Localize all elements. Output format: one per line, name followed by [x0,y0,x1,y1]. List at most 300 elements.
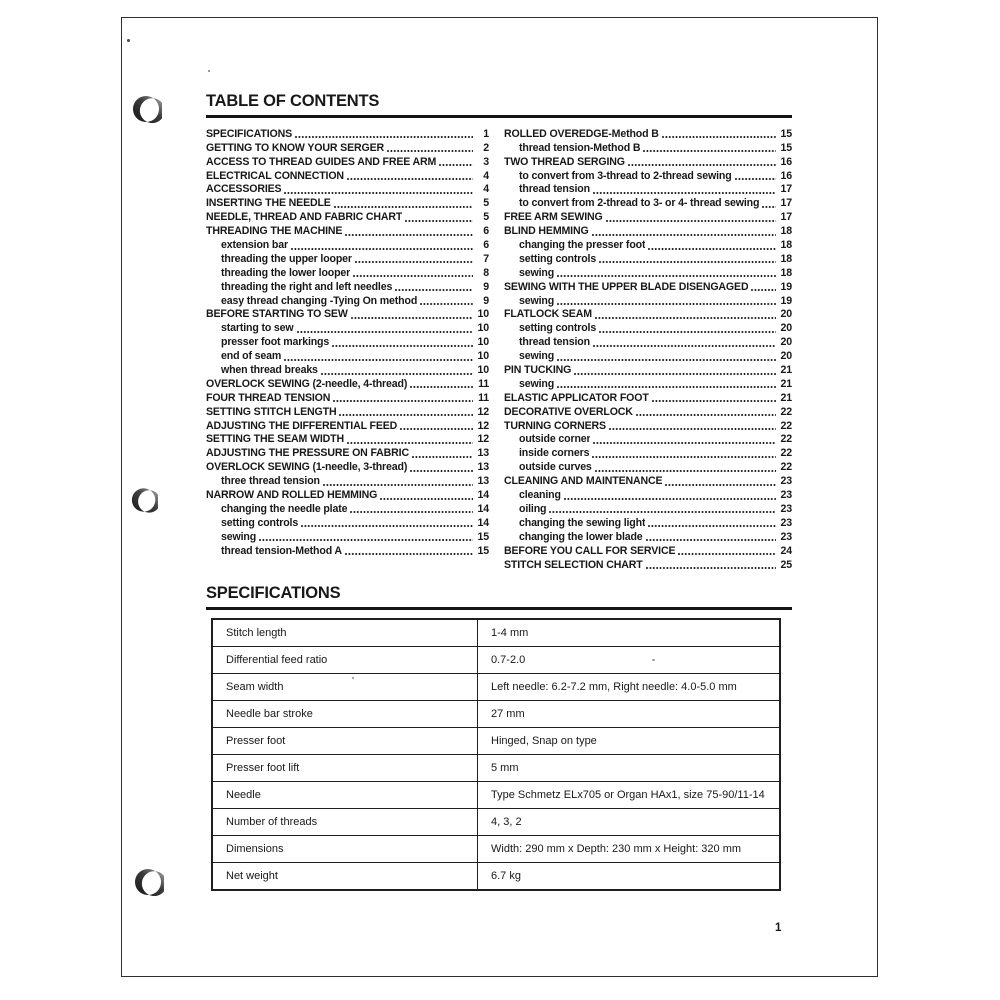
toc-entry-page: 13 [477,447,489,460]
toc-entry [206,252,489,266]
specifications-table [211,618,781,891]
spec-label: Presser foot lift [212,754,478,781]
dot-leader [339,414,473,416]
dot-leader [609,428,776,430]
dot-leader [347,442,473,444]
dot-leader [295,136,473,138]
spec-row [212,781,780,808]
dot-leader [284,359,473,361]
toc-entry-page: 8 [483,266,489,279]
hole-punch-icon [134,866,164,898]
toc-entry-label: changing the sewing light [519,516,646,529]
toc-entry [504,544,792,558]
toc-entry-page: 12 [477,433,489,446]
dot-leader [350,511,473,513]
toc-entry [206,321,489,335]
toc-entry-label: ROLLED OVEREDGE-Method B [504,127,659,140]
toc-entry [504,349,792,363]
spec-row [212,862,780,890]
toc-entry-page: 23 [780,530,792,543]
spec-value: 27 mm [478,700,781,727]
toc-entry-page: 22 [780,461,792,474]
toc-entry-page: 20 [780,322,792,335]
toc-entry [504,419,792,433]
toc-entry-page: 18 [780,266,792,279]
toc-entry-label: thread tension-Method A [221,544,342,557]
toc-entry [206,419,489,433]
dot-leader [593,442,776,444]
spec-label: Seam width [212,673,478,700]
toc-entry [206,433,489,447]
toc-entry-page: 20 [780,336,792,349]
toc-entry-label: starting to sew [221,322,294,335]
toc-entry [206,280,489,294]
toc-entry [206,224,489,238]
toc-entry [206,155,489,169]
dot-leader [646,567,776,569]
dot-leader [410,386,473,388]
toc-entry-page: 4 [483,183,489,196]
toc-entry-page: 25 [780,558,792,571]
hole-punch-icon [132,93,162,125]
dot-leader [380,498,473,500]
spec-value: Width: 290 mm x Depth: 230 mm x Height: 320 mm [478,835,781,862]
toc-entry-label: ACCESS TO THREAD GUIDES AND FREE ARM [206,155,437,168]
toc-entry-page: 13 [477,475,489,488]
toc-entry-page: 10 [477,336,489,349]
toc-entry [504,252,792,266]
toc-entry-page: 6 [483,239,489,252]
toc-entry [206,169,489,183]
spec-value: 5 mm [478,754,781,781]
dot-leader [648,248,776,250]
toc-entry-page: 3 [483,155,489,168]
toc-entry-label: DECORATIVE OVERLOCK [504,405,633,418]
toc-entry-label: sewing [221,530,257,543]
dot-leader [599,331,776,333]
toc-entry [504,294,792,308]
toc-entry-label: sewing [519,266,555,279]
dot-leader [332,345,473,347]
dot-leader [662,136,776,138]
spec-label: Presser foot [212,727,478,754]
toc-entry-label: PIN TUCKING [504,364,572,377]
toc-entry [206,377,489,391]
toc-entry [504,224,792,238]
toc-entry-label: extension bar [221,239,288,252]
toc-entry [504,502,792,516]
spec-row [212,727,780,754]
toc-entry [504,196,792,210]
dot-leader [592,456,776,458]
dot-leader [291,248,473,250]
dot-leader [439,164,473,166]
toc-entry [504,169,792,183]
toc-entry-label: sewing [519,377,555,390]
toc-entry-page: 6 [483,225,489,238]
toc-entry [206,335,489,349]
specifications-title: SPECIFICATIONS [206,584,340,610]
toc-entry-page: 21 [780,391,792,404]
toc-entry-label: changing the needle plate [221,502,348,515]
toc-entry-label: thread tension [519,183,590,196]
toc-entry [504,155,792,169]
dot-leader [595,470,776,472]
dot-leader [652,400,776,402]
dot-leader [412,456,473,458]
toc-entry [504,238,792,252]
dot-leader [648,525,776,527]
dot-leader [636,414,776,416]
toc-entry-label: outside corner [519,433,591,446]
toc-entry-label: changing the lower blade [519,530,643,543]
dot-leader [284,192,473,194]
toc-entry-label: thread tension [519,336,590,349]
toc-entry-label: FLATLOCK SEAM [504,308,592,321]
toc-entry [206,474,489,488]
dot-leader [333,400,473,402]
toc-entry [504,335,792,349]
dot-leader [557,303,776,305]
dot-leader [420,303,473,305]
spec-label: Needle [212,781,478,808]
toc-entry [206,488,489,502]
toc-entry-page: 11 [478,377,489,390]
toc-entry-page: 1 [483,127,489,140]
toc-entry-label: easy thread changing -Tying On method [221,294,418,307]
table-of-contents [206,127,792,572]
hole-punch-icon [131,485,158,515]
toc-entry-label: BEFORE STARTING TO SEW [206,308,348,321]
spec-label: Needle bar stroke [212,700,478,727]
toc-entry-page: 10 [477,322,489,335]
toc-entry [206,502,489,516]
toc-entry-page: 14 [477,516,489,529]
toc-entry-page: 24 [780,544,792,557]
toc-entry [504,321,792,335]
dot-leader [751,289,776,291]
toc-entry-label: oiling [519,502,547,515]
toc-entry-label: outside curves [519,461,592,474]
dot-leader [599,261,776,263]
toc-entry-label: cleaning [519,489,561,502]
toc-entry [206,266,489,280]
toc-entry [504,558,792,572]
toc-entry [504,141,792,155]
toc-entry [504,433,792,447]
toc-entry-label: presser foot markings [221,336,330,349]
toc-entry [206,530,489,544]
spec-row [212,835,780,862]
page-number: 1 [775,922,782,934]
toc-entry-page: 21 [780,364,792,377]
toc-entry [206,196,489,210]
toc-entry-label: BLIND HEMMING [504,225,589,238]
dot-leader [351,317,473,319]
toc-entry-page: 12 [477,419,489,432]
toc-entry [206,127,489,141]
toc-entry-page: 17 [780,183,792,196]
toc-entry [206,210,489,224]
toc-entry-page: 7 [483,252,489,265]
dot-leader [557,359,776,361]
toc-entry [206,294,489,308]
dot-leader [355,261,473,263]
spec-row [212,754,780,781]
toc-entry-page: 18 [780,225,792,238]
specifications-heading [206,584,792,610]
toc-entry-page: 23 [780,489,792,502]
spec-row [212,619,780,647]
dot-leader [735,178,776,180]
toc-entry [504,488,792,502]
toc-entry [206,544,489,558]
toc-entry-page: 14 [477,502,489,515]
toc-entry-page: 15 [477,544,489,557]
toc-entry-label: SPECIFICATIONS [206,127,292,140]
dot-leader [564,498,776,500]
toc-entry-page: 18 [780,252,792,265]
dot-leader [557,275,776,277]
toc-entry-label: TWO THREAD SERGING [504,155,625,168]
spec-value: 0.7-2.0 [478,646,781,673]
dot-leader [297,331,473,333]
toc-entry [504,474,792,488]
spec-label: Net weight [212,862,478,890]
toc-entry-page: 10 [477,308,489,321]
toc-entry-page: 15 [780,127,792,140]
spec-label: Dimensions [212,835,478,862]
toc-entry-label: FREE ARM SEWING [504,211,603,224]
toc-entry-page: 9 [483,280,489,293]
toc-entry-label: BEFORE YOU CALL FOR SERVICE [504,544,676,557]
toc-entry-label: OVERLOCK SEWING (1-needle, 3-thread) [206,461,408,474]
toc-entry-label: THREADING THE MACHINE [206,225,343,238]
toc-entry [206,363,489,377]
specs-table-body [212,619,780,890]
dot-leader [574,373,776,375]
toc-entry-label: ADJUSTING THE PRESSURE ON FABRIC [206,447,409,460]
toc-entry-page: 15 [780,141,792,154]
toc-entry-page: 22 [780,447,792,460]
toc-entry-label: FOUR THREAD TENSION [206,391,331,404]
toc-entry-page: 17 [780,197,792,210]
toc-entry-label: changing the presser foot [519,239,646,252]
toc-entry-label: end of seam [221,350,282,363]
toc-entry-label: ELASTIC APPLICATOR FOOT [504,391,649,404]
toc-entry-page: 17 [780,211,792,224]
toc-entry-label: setting controls [519,322,597,335]
toc-entry-label: STITCH SELECTION CHART [504,558,643,571]
toc-entry [504,446,792,460]
dot-leader [301,525,473,527]
toc-entry-page: 22 [780,405,792,418]
toc-entry-label: three thread tension [221,475,320,488]
toc-entry-page: 19 [780,294,792,307]
toc-entry-label: sewing [519,294,555,307]
toc-entry [504,280,792,294]
spec-label: Stitch length [212,619,478,647]
toc-entry-label: NARROW AND ROLLED HEMMING [206,489,378,502]
toc-entry-page: 20 [780,350,792,363]
spec-value: 6.7 kg [478,862,781,890]
dot-leader [665,484,776,486]
page-border [121,17,878,977]
toc-heading [206,92,792,118]
toc-entry-page: 14 [477,489,489,502]
dot-leader [593,192,776,194]
toc-entry [206,349,489,363]
toc-entry-page: 22 [780,433,792,446]
toc-title: TABLE OF CONTENTS [206,92,379,118]
toc-entry-label: ACCESSORIES [206,183,282,196]
toc-entry [504,308,792,322]
toc-entry-label: threading the upper looper [221,252,352,265]
toc-entry-label: when thread breaks [221,364,318,377]
toc-entry-page: 22 [780,419,792,432]
toc-entry-label: threading the lower looper [221,266,351,279]
toc-entry [206,516,489,530]
dot-leader [678,553,776,555]
scan-speck [127,39,130,42]
toc-entry-label: to convert from 3-thread to 2-thread sewing [519,169,732,182]
scan-speck [352,677,354,679]
toc-entry [206,141,489,155]
dot-leader [592,234,776,236]
spec-value: Type Schmetz ELx705 or Organ HAx1, size 75-90/11-14 [478,781,781,808]
toc-entry-label: ADJUSTING THE DIFFERENTIAL FEED [206,419,398,432]
toc-entry [504,516,792,530]
dot-leader [595,317,776,319]
toc-entry-label: SEWING WITH THE UPPER BLADE DISENGAGED [504,280,749,293]
dot-leader [549,511,776,513]
dot-leader [762,206,776,208]
toc-column-left [206,127,489,572]
spec-row [212,673,780,700]
toc-entry-page: 5 [483,211,489,224]
dot-leader [593,345,776,347]
dot-leader [643,150,776,152]
toc-entry-label: setting controls [519,252,597,265]
toc-entry-page: 21 [780,377,792,390]
toc-entry-label: GETTING TO KNOW YOUR SERGER [206,141,385,154]
toc-entry [504,266,792,280]
toc-entry [504,405,792,419]
spec-row [212,700,780,727]
dot-leader [628,164,776,166]
toc-entry-page: 2 [483,141,489,154]
toc-entry-label: ELECTRICAL CONNECTION [206,169,344,182]
toc-entry [206,391,489,405]
spec-value: 4, 3, 2 [478,808,781,835]
toc-entry-label: TURNING CORNERS [504,419,606,432]
toc-entry-page: 20 [780,308,792,321]
toc-entry-label: sewing [519,350,555,363]
dot-leader [323,484,473,486]
toc-entry-page: 23 [780,516,792,529]
toc-entry-page: 18 [780,239,792,252]
dot-leader [410,470,473,472]
dot-leader [646,539,776,541]
dot-leader [395,289,473,291]
toc-entry-page: 13 [477,461,489,474]
toc-entry-page: 9 [483,294,489,307]
dot-leader [405,220,473,222]
toc-entry [206,405,489,419]
toc-entry [504,530,792,544]
toc-entry-page: 11 [478,391,489,404]
toc-entry [504,210,792,224]
toc-entry-label: to convert from 2-thread to 3- or 4- thread sewing [519,197,760,210]
toc-entry-page: 19 [780,280,792,293]
toc-entry-page: 16 [780,169,792,182]
toc-entry-label: threading the right and left needles [221,280,393,293]
dot-leader [259,539,473,541]
toc-entry-page: 12 [477,405,489,418]
toc-entry-page: 23 [780,502,792,515]
toc-entry-page: 4 [483,169,489,182]
toc-entry [206,183,489,197]
toc-entry-page: 10 [477,350,489,363]
toc-entry [504,391,792,405]
toc-entry [504,377,792,391]
toc-entry-page: 5 [483,197,489,210]
toc-entry-label: SETTING STITCH LENGTH [206,405,337,418]
toc-entry [206,238,489,252]
spec-value: Hinged, Snap on type [478,727,781,754]
toc-entry-label: inside corners [519,447,590,460]
dot-leader [400,428,473,430]
spec-row [212,808,780,835]
spec-label: Number of threads [212,808,478,835]
dot-leader [347,178,473,180]
dot-leader [353,275,473,277]
toc-entry-label: NEEDLE, THREAD AND FABRIC CHART [206,211,403,224]
toc-column-right [504,127,792,572]
dot-leader [334,206,473,208]
toc-entry-label: thread tension-Method B [519,141,641,154]
toc-entry [504,183,792,197]
spec-value: 1-4 mm [478,619,781,647]
toc-entry [504,363,792,377]
dot-leader [345,553,473,555]
toc-entry-label: INSERTING THE NEEDLE [206,197,331,210]
scan-speck [208,70,210,72]
toc-entry [206,446,489,460]
toc-entry-label: CLEANING AND MAINTENANCE [504,475,663,488]
toc-entry [206,460,489,474]
toc-entry-page: 23 [780,475,792,488]
toc-entry-page: 16 [780,155,792,168]
toc-entry-label: OVERLOCK SEWING (2-needle, 4-thread) [206,377,408,390]
dot-leader [387,150,473,152]
toc-entry [504,460,792,474]
toc-entry [206,308,489,322]
toc-entry-label: setting controls [221,516,299,529]
toc-entry [504,127,792,141]
toc-entry-page: 15 [477,530,489,543]
spec-row [212,646,780,673]
dot-leader [345,234,473,236]
dot-leader [606,220,776,222]
dot-leader [557,386,776,388]
spec-value: Left needle: 6.2-7.2 mm, Right needle: 4.0-5.0 mm [478,673,781,700]
toc-entry-page: 10 [477,364,489,377]
page-content [206,92,792,891]
scan-speck [652,659,655,661]
dot-leader [321,373,473,375]
toc-entry-label: SETTING THE SEAM WIDTH [206,433,344,446]
